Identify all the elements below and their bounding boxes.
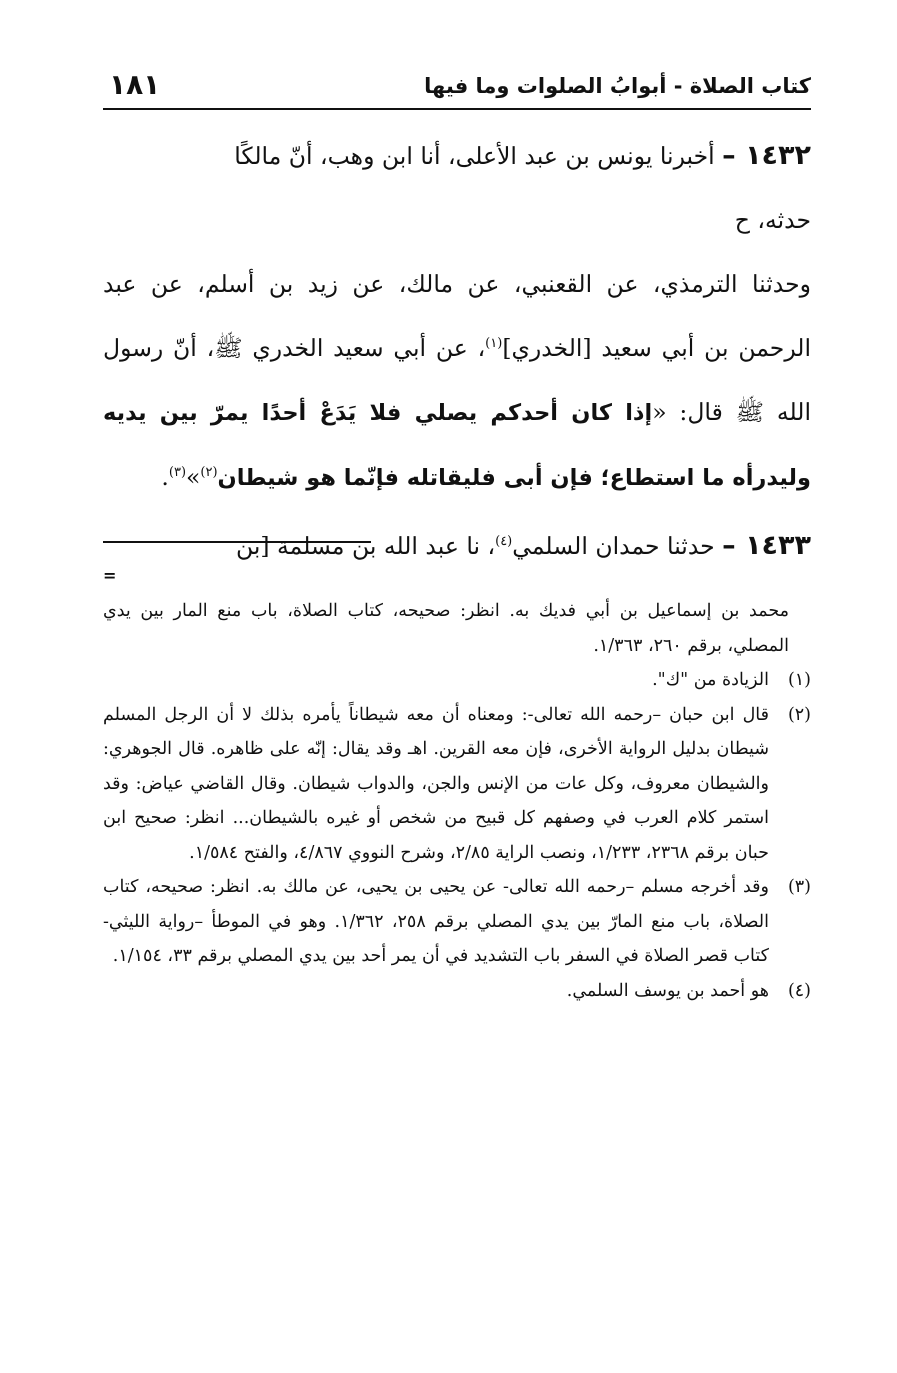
footnote-4 — [103, 974, 811, 1009]
prophetic-saying: إذا كان أحدكم يصلي فلا يَدَعْ أحدًا يمرّ بين يديه وليدرأه ما استطاع؛ فإن أبى فليقاتله فإنّما هو شيطان — [103, 400, 811, 491]
footnote-ref[interactable]: (٤) — [495, 534, 513, 550]
isnad-text: وحدثنا الترمذي، عن القعنبي، عن مالك، عن زيد بن أسلم، عن عبد الرحمن بن أبي سعيد [الخدري] — [103, 270, 811, 362]
main-text — [103, 124, 811, 578]
footnotes — [103, 594, 811, 1008]
hadith-1432-line2: حدثه، ح — [734, 206, 811, 234]
hadith-text: حدثنا حمدان السلمي — [512, 532, 715, 560]
footnote-number: (٢) — [787, 704, 811, 725]
hadith-number: ١٤٣٢ – — [722, 140, 811, 171]
footnote-3 — [103, 870, 811, 974]
hadith-1433 — [103, 514, 811, 578]
closing-quote: » — [186, 463, 201, 491]
footnote-ref[interactable]: (٢) — [200, 465, 218, 481]
hadith-text: ، نا عبد الله بن مسلمة [بن — [235, 532, 496, 560]
footnote-2 — [103, 698, 811, 871]
footnote-1 — [103, 663, 811, 698]
hadith-text: أخبرنا يونس بن عبد الأعلى، أنا ابن وهب، أنّ مالكًا — [234, 142, 715, 170]
page-number: ١٨١ — [109, 68, 161, 101]
hadith-1432-para2 — [103, 252, 811, 510]
footnote-text: وقد أخرجه مسلم –رحمه الله تعالى- عن يحيى بن يحيى، عن مالك به. انظر: صحيحه، كتاب الصلاة، باب منع المارّ بين يدي المصلي برقم ٢٥٨، ١/٣٦٢. وهو في الموطأ –رواية الليثي- كتاب قصر الصلاة في السفر باب التشديد في أن يمر أحد بين يدي المصلي برقم ٣٣، ١/١٥٤. — [103, 877, 769, 966]
chapter-title: كتاب الصلاة - أبوابُ الصلوات وما فيها — [424, 74, 811, 98]
footnote-continuation: محمد بن إسماعيل بن أبي فديك به. انظر: صحيحه، كتاب الصلاة، باب منع المار بين يدي المصلي، برقم ٢٦٠، ١/٣٦٣. — [103, 601, 789, 656]
hadith-1432-line1 — [103, 124, 811, 188]
footnote-ref[interactable]: (١) — [485, 336, 503, 352]
footnote-number: (٣) — [787, 877, 811, 897]
end-mark: . — [161, 463, 169, 491]
continuation-mark: = — [103, 566, 117, 585]
footnote-number: (١) — [787, 670, 811, 690]
footnote-text: الزيادة من "ك". — [652, 670, 769, 690]
running-header — [103, 60, 811, 110]
footnote-ref[interactable]: (٣) — [168, 465, 187, 481]
footnote-text: قال ابن حبان –رحمه الله تعالى-: ومعناه أن معه شيطاناً يأمره بذلك لا أن الرجل المسلم شيطان بدليل الرواية الأخرى، فإن معه القرين. اهـ وقد يقال: إنّه على ظاهره. قال الجوهري: والشيطان معروف، وكل عات من الإنس والجن، والدواب شيطان. وقال القاضي عياض: وقد استمر كلام العرب في وصفهم كل قبيح من شخص أو غيره بالشيطان... انظر: صحيح ابن حبان برقم ٢٣٦٨، ١/٢٣٣، ونصب الراية ٢/٨٥، وشرح النووي ٤/٨٦٧، والفتح ١/٥٨٤. — [103, 704, 769, 863]
footnote-number: (٤) — [787, 980, 811, 1001]
footnote-text: هو أحمد بن يوسف السلمي. — [566, 980, 769, 1001]
isnad-text: ، عن أبي سعيد الخدري ﷺ، أنّ رسول الله ﷺ قال: « — [103, 334, 811, 426]
hadith-number: ١٤٣٣ – — [722, 530, 811, 561]
footnote-separator — [103, 541, 371, 543]
